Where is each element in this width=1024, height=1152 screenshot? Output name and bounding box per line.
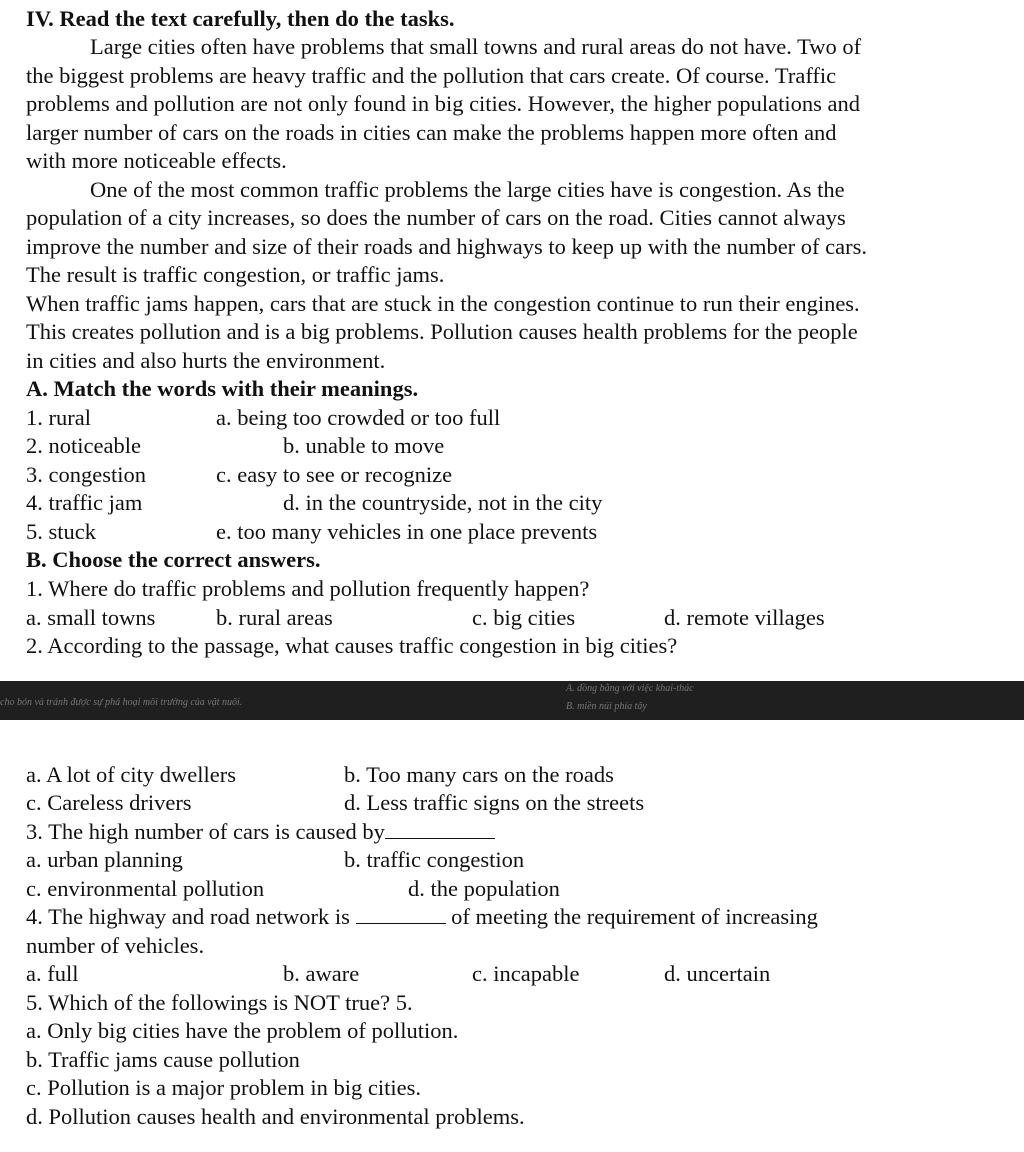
q5-option-b: b. Traffic jams cause pollution xyxy=(26,1047,300,1072)
passage-line: larger number of cars on the roads in cities can make the problems happen more often and xyxy=(26,120,837,145)
match-word: 4. traffic jam xyxy=(26,490,143,515)
q4-option-a: a. full xyxy=(26,961,79,986)
q1-option-a: a. small towns xyxy=(26,605,156,630)
scan-bleed-strip xyxy=(0,681,1024,720)
answer-blank xyxy=(385,818,495,839)
passage-line: problems and pollution are not only found in big cities. However, the higher populations and xyxy=(26,91,860,116)
q3-option-a: a. urban planning xyxy=(26,847,183,872)
q5-option-a: a. Only big cities have the problem of pollution. xyxy=(26,1018,459,1043)
q4-option-b: b. aware xyxy=(283,961,360,986)
passage-line: Large cities often have problems that small towns and rural areas do not have. Two of xyxy=(90,34,862,59)
match-word: 3. congestion xyxy=(26,462,146,487)
passage-line: in cities and also hurts the environment. xyxy=(26,348,386,373)
question-4-start: 4. The highway and road network is xyxy=(26,904,350,929)
question-2: 2. According to the passage, what causes traffic congestion in big cities? xyxy=(26,633,678,658)
passage-line: The result is traffic congestion, or traffic jams. xyxy=(26,262,445,287)
passage-line: When traffic jams happen, cars that are stuck in the congestion continue to run their engines. xyxy=(26,291,860,316)
q3-option-b: b. traffic congestion xyxy=(344,847,525,872)
bleed-text: B. miền núi phía tây xyxy=(566,701,647,712)
q2-option-a: a. A lot of city dwellers xyxy=(26,762,236,787)
question-3 xyxy=(26,817,495,846)
section-b-heading: B. Choose the correct answers. xyxy=(26,547,321,572)
passage-line: This creates pollution and is a big problems. Pollution causes health problems for the people xyxy=(26,319,858,344)
q3-option-c: c. environmental pollution xyxy=(26,876,265,901)
q1-option-c: c. big cities xyxy=(472,605,576,630)
match-word: 1. rural xyxy=(26,405,91,430)
match-word: 5. stuck xyxy=(26,519,96,544)
question-3-text: 3. The high number of cars is caused by xyxy=(26,819,385,844)
match-meaning: a. being too crowded or too full xyxy=(216,405,501,430)
match-meaning: b. unable to move xyxy=(283,433,445,458)
q2-option-d: d. Less traffic signs on the streets xyxy=(344,790,645,815)
question-5: 5. Which of the followings is NOT true? 5. xyxy=(26,990,413,1015)
match-word: 2. noticeable xyxy=(26,433,141,458)
passage-line: the biggest problems are heavy traffic and the pollution that cars create. Of course. Traffic xyxy=(26,63,837,88)
match-meaning: e. too many vehicles in one place prevents xyxy=(216,519,598,544)
bleed-text: A. đồng bằng với việc khai-thác xyxy=(566,683,694,694)
match-meaning: d. in the countryside, not in the city xyxy=(283,490,603,515)
question-4-line2: number of vehicles. xyxy=(26,933,205,958)
page-title: IV. Read the text carefully, then do the tasks. xyxy=(26,6,455,31)
section-a-heading: A. Match the words with their meanings. xyxy=(26,376,419,401)
q4-option-d: d. uncertain xyxy=(664,961,771,986)
bleed-text: cho bón và tránh được sự phá hoại môi trường của vật nuôi. xyxy=(0,697,243,708)
q4-option-c: c. incapable xyxy=(472,961,580,986)
passage-line: population of a city increases, so does the number of cars on the road. Cities cannot always xyxy=(26,205,846,230)
q5-option-d: d. Pollution causes health and environmental problems. xyxy=(26,1104,525,1129)
q2-option-c: c. Careless drivers xyxy=(26,790,192,815)
question-4-end: of meeting the requirement of increasing xyxy=(451,904,818,929)
q2-option-b: b. Too many cars on the roads xyxy=(344,762,614,787)
question-4 xyxy=(26,902,818,931)
passage-line: One of the most common traffic problems the large cities have is congestion. As the xyxy=(90,177,845,202)
q1-option-d: d. remote villages xyxy=(664,605,825,630)
answer-blank xyxy=(356,903,446,924)
q5-option-c: c. Pollution is a major problem in big cities. xyxy=(26,1075,421,1100)
passage-line: improve the number and size of their roads and highways to keep up with the number of cars. xyxy=(26,234,868,259)
match-meaning: c. easy to see or recognize xyxy=(216,462,453,487)
q1-option-b: b. rural areas xyxy=(216,605,333,630)
question-1: 1. Where do traffic problems and pollution frequently happen? xyxy=(26,576,590,601)
passage-line: with more noticeable effects. xyxy=(26,148,287,173)
q3-option-d: d. the population xyxy=(408,876,560,901)
